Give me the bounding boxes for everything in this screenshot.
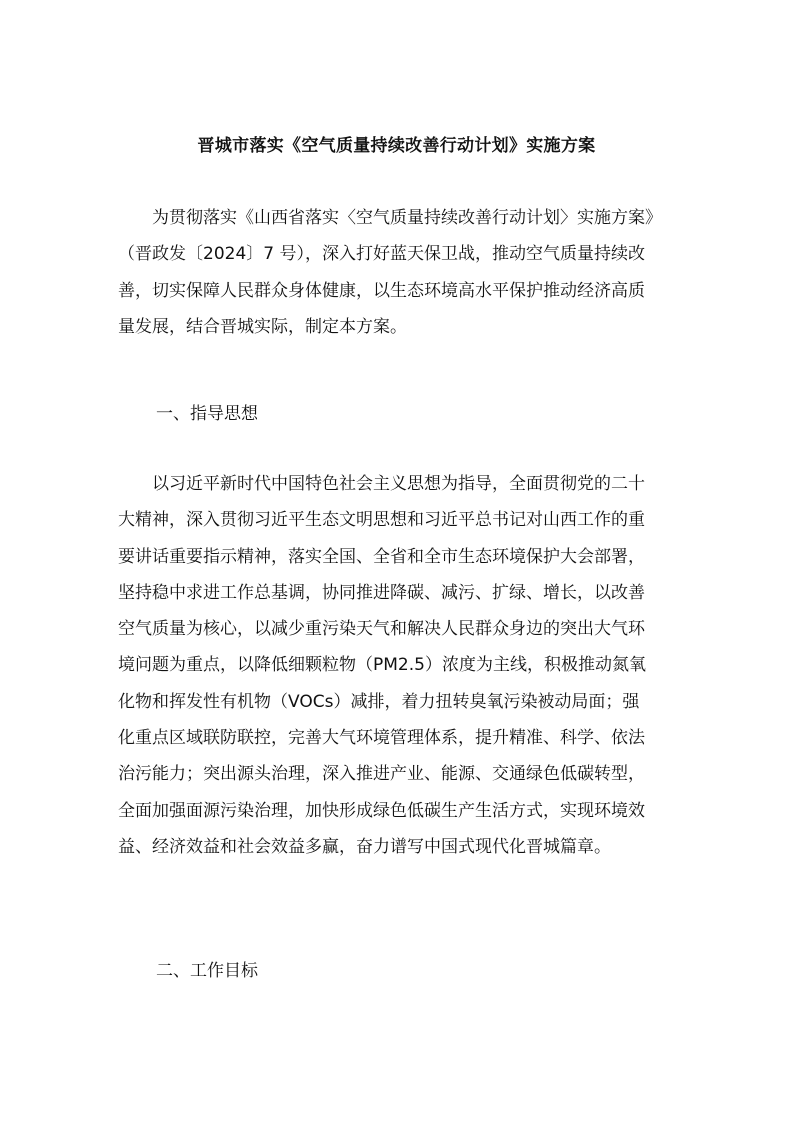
paragraph-line: （晋政发〔2024〕7 号），深入打好蓝天保卫战，推动空气质量持续改 — [118, 244, 645, 265]
paragraph-line: 境问题为重点，以降低细颗粒物（PM2.5）浓度为主线，积极推动氮氧 — [118, 655, 646, 676]
paragraph-line: 大精神，深入贯彻习近平生态文明思想和习近平总书记对山西工作的重 — [118, 510, 645, 531]
paragraph-line: 空气质量为核心，以减少重污染天气和解决人民群众身边的突出大气环 — [118, 619, 645, 640]
paragraph-line: 化重点区域联防联控，完善大气环境管理体系，提升精准、科学、依法 — [118, 728, 645, 749]
document-title: 晋城市落实《空气质量持续改善行动计划》实施方案 — [197, 136, 596, 156]
section-heading-guiding-ideology: 一、指导思想 — [156, 404, 258, 424]
paragraph-line: 坚持稳中求进工作总基调，协同推进降碳、减污、扩绿、增长，以改善 — [118, 582, 645, 603]
paragraph-line: 化物和挥发性有机物（VOCs）减排，着力扭转臭氧污染被动局面；强 — [118, 691, 640, 712]
intro-paragraph — [118, 200, 676, 345]
paragraph-line: 治污能力；突出源头治理，深入推进产业、能源、交通绿色低碳转型， — [118, 764, 645, 785]
section-heading-work-goals: 二、工作目标 — [156, 961, 258, 981]
paragraph-line: 全面加强面源污染治理，加快形成绿色低碳生产生活方式，实现环境效 — [118, 800, 645, 821]
paragraph-line: 益、经济效益和社会效益多赢，奋力谱写中国式现代化晋城篇章。 — [118, 836, 611, 857]
paragraph-line: 为贯彻落实《山西省落实〈空气质量持续改善行动计划〉实施方案》 — [118, 208, 662, 228]
paragraph-line: 要讲话重要指示精神，落实全国、全省和全市生态环境保护大会部署， — [118, 546, 645, 567]
paragraph-line: 量发展，结合晋城实际，制定本方案。 — [118, 316, 407, 337]
guiding-ideology-paragraph — [118, 466, 676, 865]
paragraph-line: 以习近平新时代中国特色社会主义思想为指导，全面贯彻党的二十 — [118, 474, 645, 494]
paragraph-line: 善，切实保障人民群众身体健康，以生态环境高水平保护推动经济高质 — [118, 280, 645, 301]
